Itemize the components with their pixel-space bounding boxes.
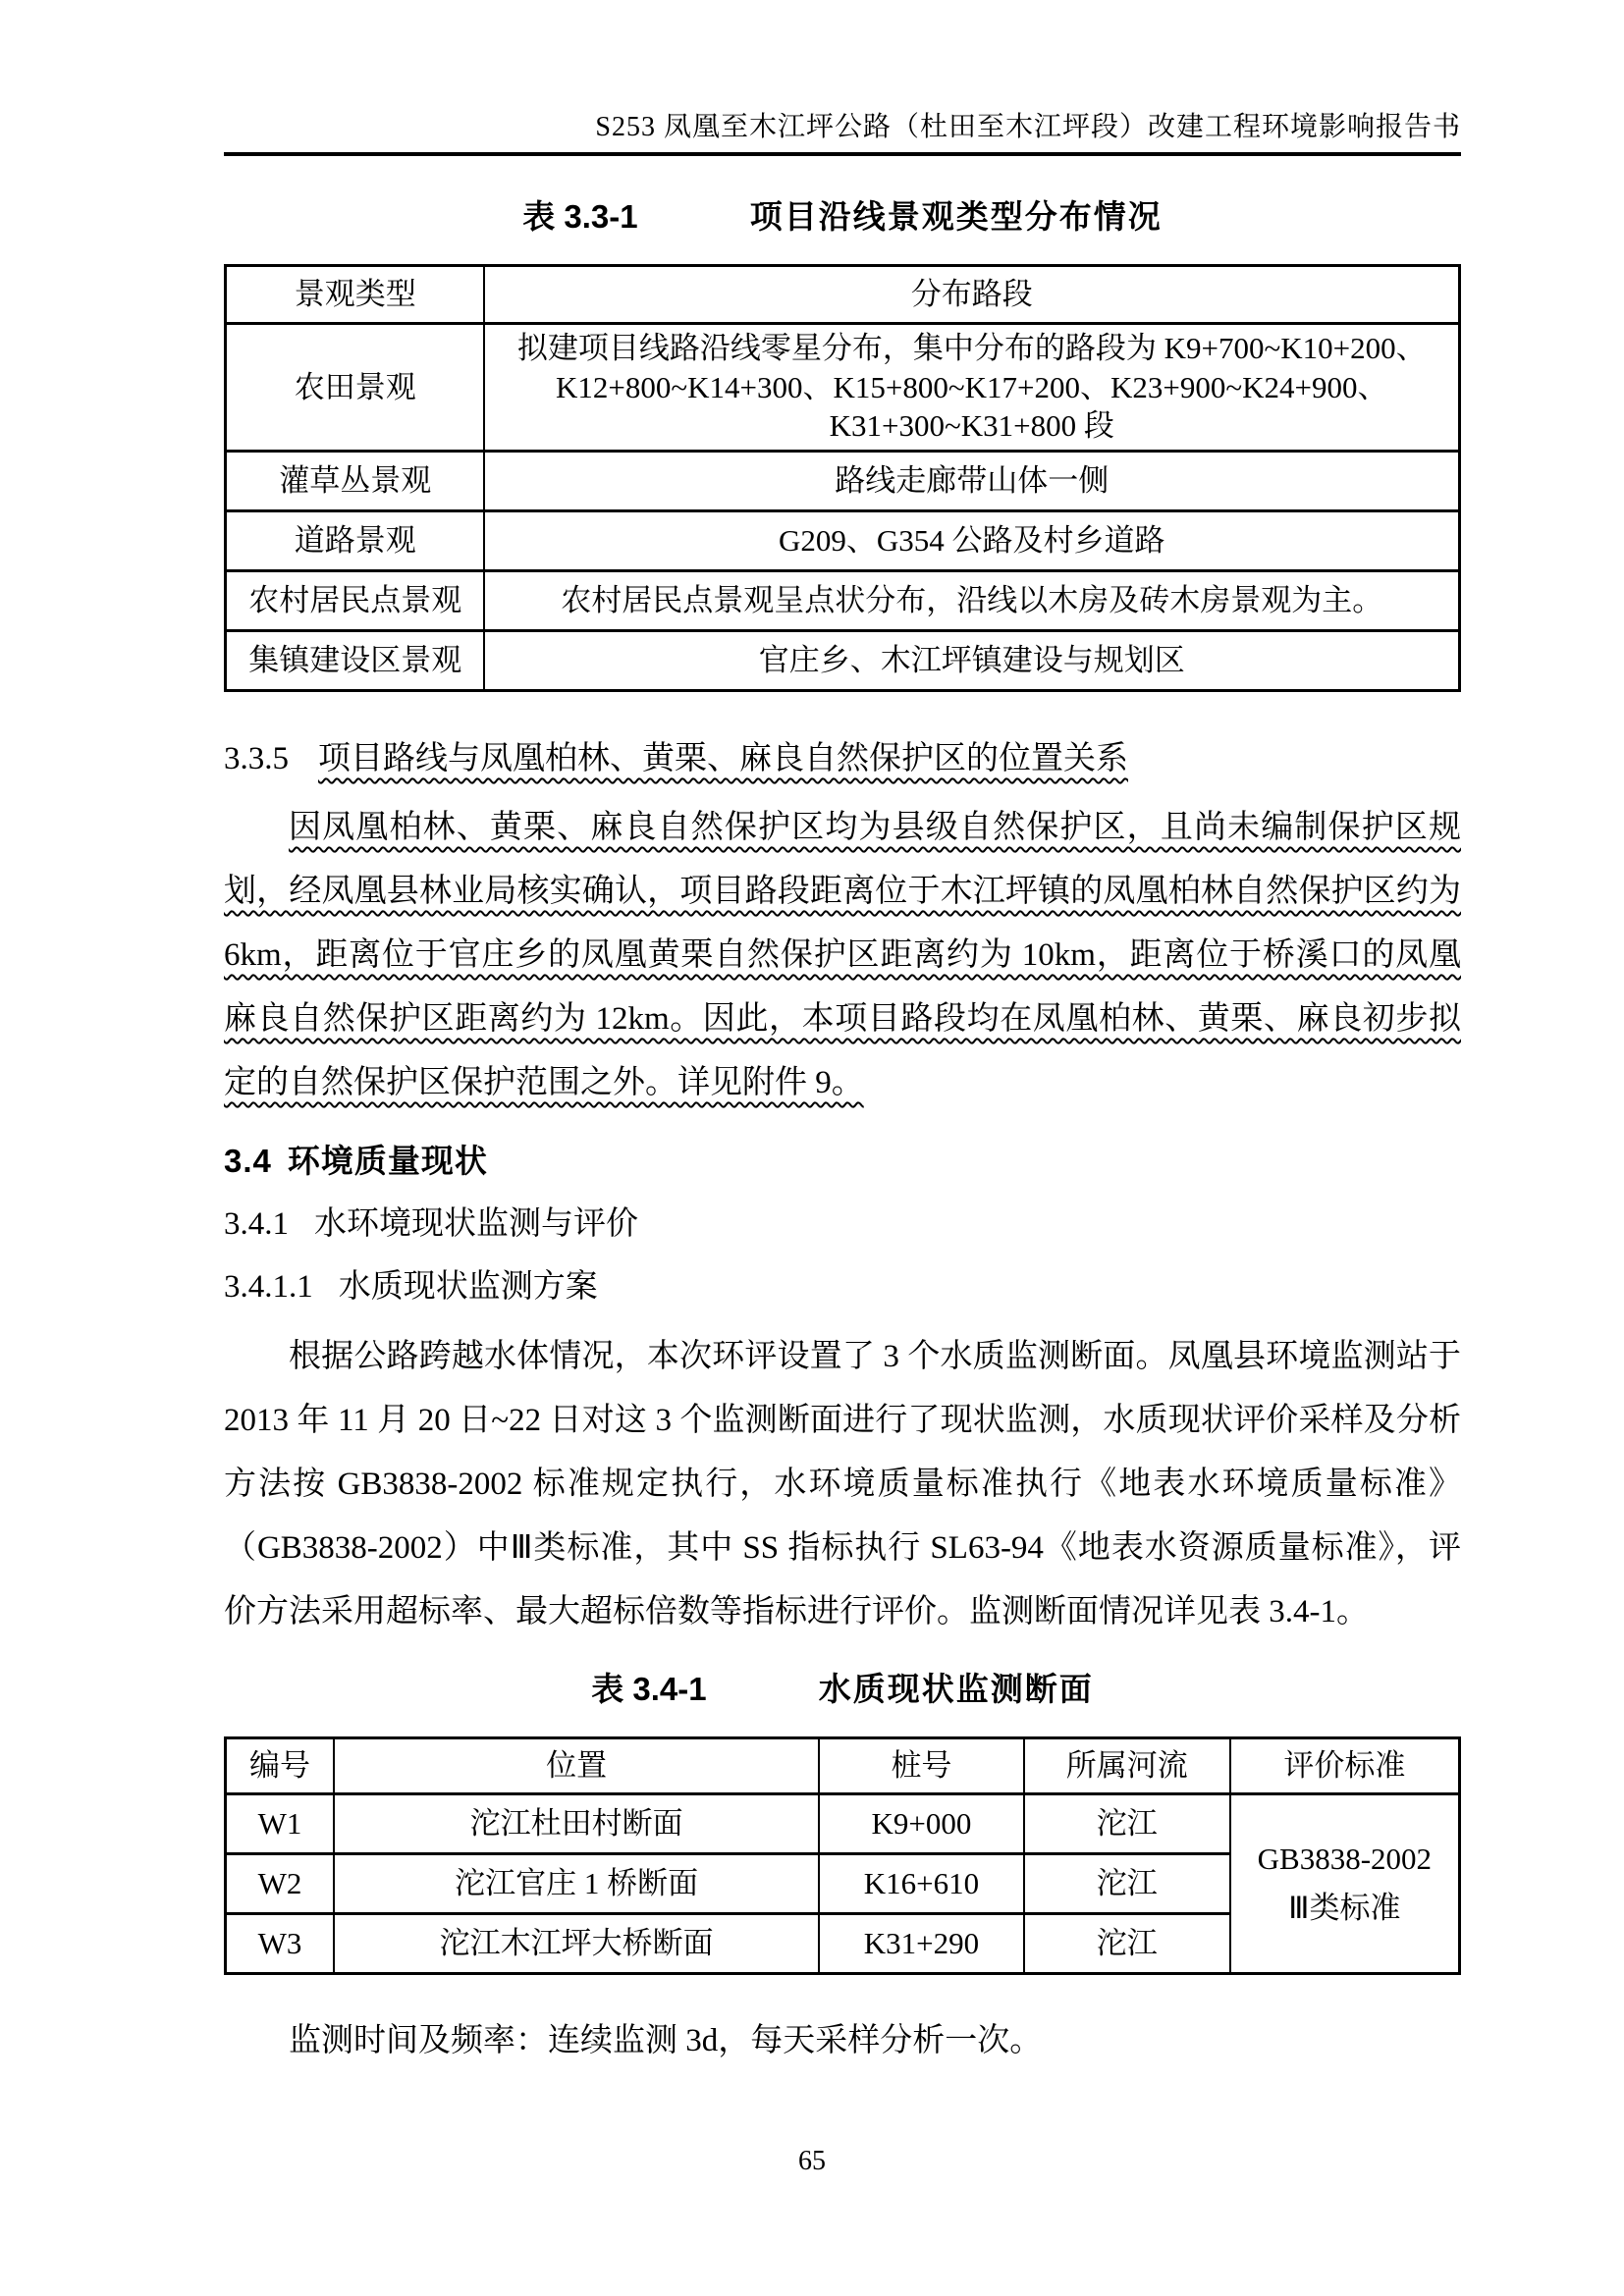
- section-title: 水质现状监测方案: [338, 1269, 598, 1306]
- table-row: [226, 324, 1460, 452]
- cell-river: 沱江: [1024, 1854, 1230, 1914]
- col-header-landscape-type: 景观类型: [226, 266, 485, 324]
- table-row: [226, 511, 1460, 571]
- cell-id: W3: [226, 1914, 335, 1974]
- table2-caption: [224, 1664, 1461, 1710]
- water-quality-sections-table: [224, 1736, 1461, 1975]
- cell-distribution: 拟建项目线路沿线零星分布，集中分布的路段为 K9+700~K10+200、K12+800~K14+300、K15+800~K17+200、K23+900~K24+900、K31+300~K31+800 段: [484, 324, 1459, 452]
- table-row: [226, 631, 1460, 691]
- paragraph-nature-reserves: 因凤凰柏林、黄栗、麻良自然保护区均为县级自然保护区，且尚未编制保护区规划，经凤凰县林业局核实确认，项目路段距离位于木江坪镇的凤凰柏林自然保护区约为 6km，距离位于官庄乡的凤凰黄栗自然保护区距离约为 10km，距离位于桥溪口的凤凰麻良自然保护区距离约为 12km。因此，本项目路段均在凤凰柏林、黄栗、麻良初步拟定的自然保护区保护范围之外。详见附件 9。: [224, 810, 1461, 1101]
- table1-caption: [224, 191, 1461, 238]
- cell-landscape-type: 集镇建设区景观: [226, 631, 485, 691]
- table-header-row: [226, 266, 1460, 324]
- cell-landscape-type: 农村居民点景观: [226, 571, 485, 631]
- page-header-title: S253 凤凰至木江坪公路（杜田至木江坪段）改建工程环境影响报告书: [595, 112, 1461, 142]
- cell-stake: K31+290: [819, 1914, 1024, 1974]
- cell-landscape-type: 农田景观: [226, 324, 485, 452]
- table-row: [226, 571, 1460, 631]
- cell-river: 沱江: [1024, 1794, 1230, 1854]
- cell-location: 沱江木江坪大桥断面: [334, 1914, 819, 1974]
- table-row: [226, 452, 1460, 511]
- table-header-row: [226, 1738, 1460, 1794]
- cell-location: 沱江官庄 1 桥断面: [334, 1854, 819, 1914]
- col-header-distribution: 分布路段: [484, 266, 1459, 324]
- table1-caption-title: 项目沿线景观类型分布情况: [749, 198, 1163, 235]
- section-title: 项目路线与凤凰柏林、黄栗、麻良自然保护区的位置关系: [318, 741, 1128, 777]
- cell-stake: K9+000: [819, 1794, 1024, 1854]
- cell-landscape-type: 灌草丛景观: [226, 452, 485, 511]
- paragraph-monitoring-frequency: 监测时间及频率：连续监测 3d，每天采样分析一次。: [289, 2023, 1043, 2059]
- section-number: 3.4.1: [224, 1206, 289, 1243]
- landscape-types-table: [224, 264, 1461, 692]
- section-heading-3-3-5: [224, 737, 1461, 780]
- cell-id: W1: [226, 1794, 335, 1854]
- col-header-location: 位置: [334, 1738, 819, 1794]
- cell-distribution: 官庄乡、木江坪镇建设与规划区: [484, 631, 1459, 691]
- page-number: 65: [798, 2146, 826, 2176]
- table2-caption-label: 表 3.4-1: [591, 1671, 707, 1708]
- paragraph-water-monitoring: 根据公路跨越水体情况，本次环评设置了 3 个水质监测断面。凤凰县环境监测站于 2013 年 11 月 20 日~22 日对这 3 个监测断面进行了现状监测，水质现状评价采样及分析方法按 GB3838-2002 标准规定执行，水环境质量标准执行《地表水环境质量标准》（GB3838-2002）中Ⅲ类标准，其中 SS 指标执行 SL63-94《地表水资源质量标准》，评价方法采用超标率、最大超标倍数等指标进行评价。监测断面情况详见表 3.4-1。: [224, 1339, 1461, 1630]
- standard-line1: GB3838-2002: [1257, 1842, 1433, 1877]
- cell-distribution: 农村居民点景观呈点状分布，沿线以木房及砖木房景观为主。: [484, 571, 1459, 631]
- section-heading-3-4: [224, 1139, 1461, 1184]
- section-number: 3.3.5: [224, 741, 289, 777]
- section-heading-3-4-1: [224, 1201, 1461, 1247]
- section-number: 3.4.1.1: [224, 1269, 313, 1306]
- col-header-standard: 评价标准: [1230, 1738, 1460, 1794]
- header-rule: [224, 152, 1461, 156]
- cell-distribution: 路线走廊带山体一侧: [484, 452, 1459, 511]
- cell-distribution: G209、G354 公路及村乡道路: [484, 511, 1459, 571]
- cell-river: 沱江: [1024, 1914, 1230, 1974]
- standard-line2: Ⅲ类标准: [1288, 1891, 1401, 1926]
- col-header-id: 编号: [226, 1738, 335, 1794]
- section-heading-3-4-1-1: [224, 1264, 1461, 1309]
- table2-caption-title: 水质现状监测断面: [818, 1671, 1094, 1708]
- cell-location: 沱江杜田村断面: [334, 1794, 819, 1854]
- cell-standard: [1230, 1794, 1460, 1974]
- table-row: [226, 1794, 1460, 1854]
- cell-id: W2: [226, 1854, 335, 1914]
- col-header-river: 所属河流: [1024, 1738, 1230, 1794]
- section-title: 环境质量现状: [287, 1143, 488, 1180]
- col-header-stake: 桩号: [819, 1738, 1024, 1794]
- section-number: 3.4: [224, 1143, 272, 1180]
- section-title: 水环境现状监测与评价: [314, 1206, 638, 1243]
- cell-stake: K16+610: [819, 1854, 1024, 1914]
- cell-landscape-type: 道路景观: [226, 511, 485, 571]
- table1-caption-label: 表 3.3-1: [522, 198, 638, 235]
